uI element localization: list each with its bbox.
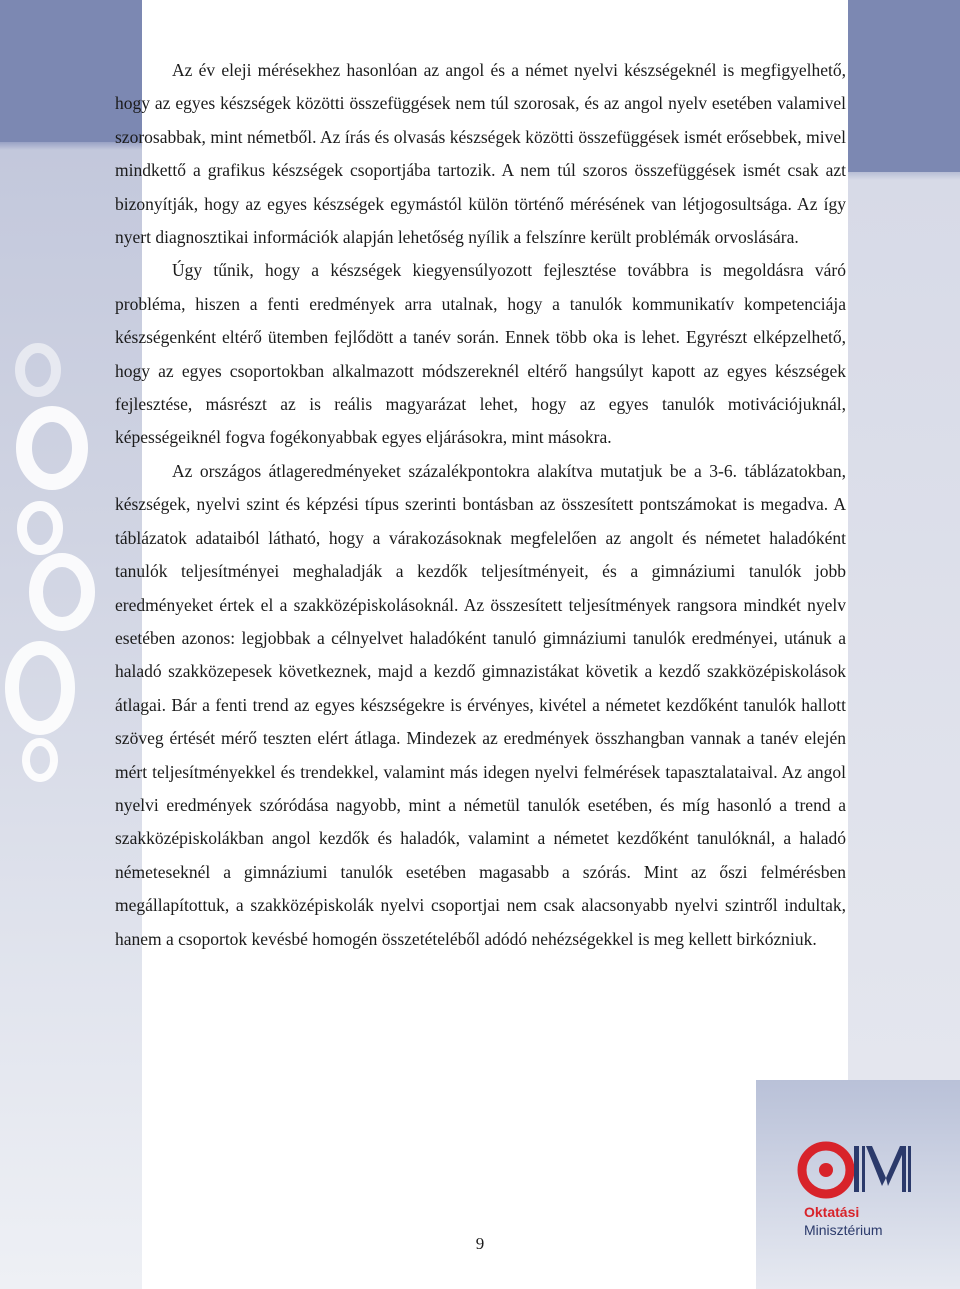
logo-text-miniszterium: Minisztérium (804, 1222, 883, 1238)
paragraph: Az év eleji mérésekhez hasonlóan az angol és a német nyelvi készségeknél is megfigyelhető, hogy az egyes készségek közötti összefüggések nem túl szorosak, és az angol nyelv esetében valamivel szorosabbak, mint németből. Az írás és olvasás készségek közötti összefüggések ismét erősebbek, mivel mindkettő a grafikus készségek csoportjába tartozik. A nem túl szoros összefüggések ismét csak azt bizonyítják, hogy az egyes készségek egymástól külön történő mérésének van létjogosultsága. Az így nyert diagnosztikai információk alapján lehetőség nyílik a felszínre került problémák orvoslására. (115, 60, 846, 248)
right-top-block (848, 0, 960, 172)
page-number: 9 (475, 1234, 485, 1253)
paragraph: Úgy tűnik, hogy a készségek kiegyensúlyozott fejlesztése továbbra is megoldásra váró probléma, hiszen a fenti eredmények arra utalnak, hogy a tanulók kommunikatív kompetenciája készségenként eltérő ütemben fejlődött a tanév során. Ennek több oka is lehet. Egyrészt elképzelhető, hogy az egyes csoportokban alkalmazott módszereknél eltérő hangsúlyt kapott az egyes készségek fejlesztése, másrészt az is reális magyarázat lehet, hogy az egyes tanulók motivációjuknál, képességeiknél fogva fogékonyabbak egyes eljárásokra, mint másokra. (115, 260, 846, 448)
document-body (115, 54, 846, 956)
paragraph: Az országos átlageredményeket százalékpontokra alakítva mutatjuk be a 3-6. táblázatokban, készségek, nyelvi szint és képzési típus szerinti bontásban az összesített pontszámokat is megadva. A táblázatok adataiból látható, hogy a várakozásoknak megfelelően az angolt és németet haladóként tanulók teljesítményei meghaladják a kezdők teljesítményeit, és a gimnáziumi tanulók jobb eredményeket értek el a szakközépiskolásoknál. Az összesített teljesítmények rangsora mindkét nyelv esetében azonos: legjobbak a célnyelvet haladóként tanuló gimnáziumi tanulók eredményei, utánuk a haladó szakközepesek következnek, majd a kezdő gimnazistákat követik a kezdő szakközépiskolások átlagai. Bár a fenti trend az egyes készségekre is érvényes, kivétel a németet kezdőként tanulók hallott szöveg értését mérő teszten elért átlaga. Mindezek az eredmények összhangban vannak a tanév elején mért teljesítményekkel és trendekkel, valamint más idegen nyelvi felmérések tapasztalataival. Az angol nyelvi eredmények szóródása nagyobb, mint a németül tanulók esetében, és míg hasonló a trend a szakközépiskolákban angol kezdők és haladók, valamint a németet kezdőként tanulóknál, a haladó németeseknél a gimnáziumi tanulók esetében magasabb a szórás. Mint az őszi felmérésben megállapítottuk, a szakközépiskolák nyelvi csoportjai nem csak alacsonyabb nyelvi szintről indultak, hanem a csoportok kevésbé homogén összetételéből adódó nehézségekkel is meg kellett birkózniuk. (115, 460, 846, 949)
logo-text-oktatasi: Oktatási (804, 1204, 860, 1220)
